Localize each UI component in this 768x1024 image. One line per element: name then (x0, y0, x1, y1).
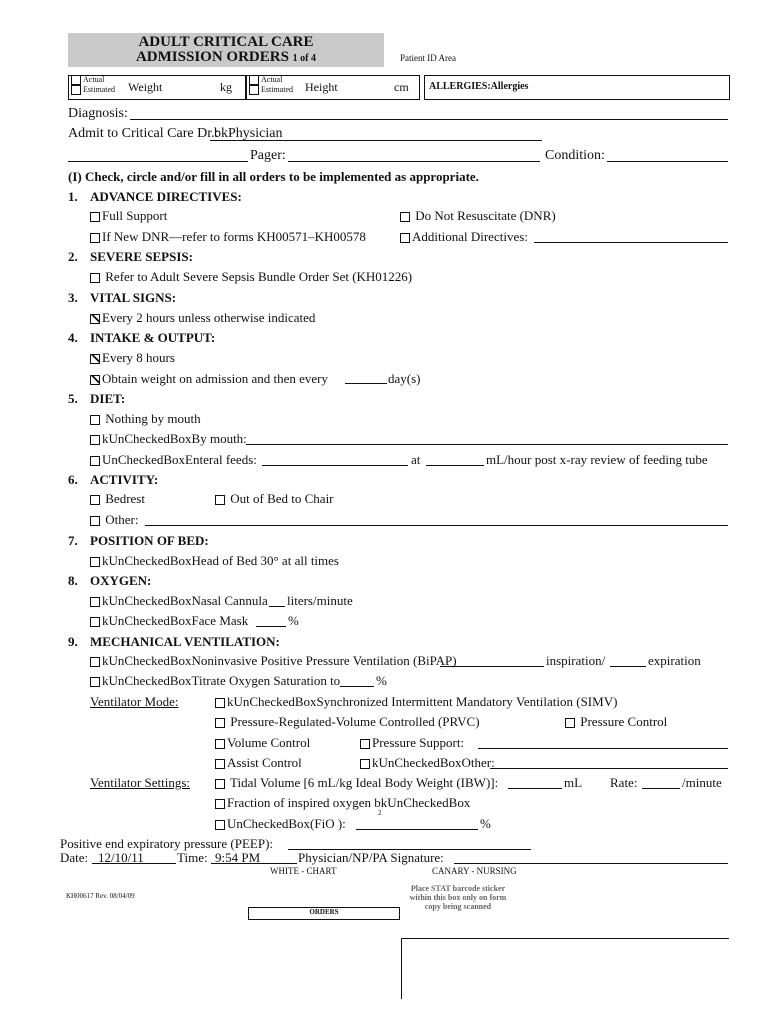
section-number: 2. (68, 249, 78, 264)
option-label: Other: (105, 512, 139, 527)
actual-label: Actual (83, 75, 105, 84)
ventilator-settings-label: Ventilator Settings: (90, 775, 191, 790)
activity-other-option[interactable] (90, 512, 138, 528)
nasal-cannula-option[interactable] (90, 593, 268, 609)
section-title-diet: DIET: (90, 391, 126, 406)
vent-mode-other-field[interactable] (490, 768, 728, 769)
checkbox-icon (400, 233, 410, 243)
checkbox-icon (249, 75, 259, 85)
admit-label: Admit to Critical Care Dr.: (68, 126, 219, 141)
checkbox-icon (90, 273, 100, 283)
admit-blank-field[interactable] (68, 161, 248, 162)
stat-barcode-instruction (400, 884, 516, 911)
by-mouth-field[interactable] (246, 444, 728, 445)
option-label: Every 2 hours unless otherwise indicated (102, 310, 316, 325)
bipap-expiration-field[interactable] (610, 666, 646, 667)
option-label: Volume Control (227, 735, 311, 750)
section-number: 5. (68, 391, 78, 406)
option-label: Refer to Adult Severe Sepsis Bundle Order Set (KH01226) (105, 269, 413, 284)
form-title-line2 (68, 49, 384, 66)
tidal-volume-option[interactable] (215, 775, 498, 791)
section-number: 3. (68, 290, 78, 305)
condition-field[interactable] (607, 161, 728, 162)
option-label: Bedrest (105, 491, 145, 506)
weight-label: Weight (128, 80, 163, 94)
option-label: Do Not Resuscitate (DNR) (415, 208, 556, 223)
checkbox-icon (215, 495, 225, 505)
new-dnr-option[interactable] (90, 229, 366, 245)
nasal-cannula-field[interactable] (269, 606, 285, 607)
lpm-label: liters/minute (287, 593, 353, 608)
ml-hour-label: mL/hour post x-ray review of feeding tube (486, 452, 708, 467)
enteral-feeds-option[interactable] (90, 452, 257, 468)
option-label: kUnCheckedBoxSynchronized Intermittent Mandatory Ventilation (SIMV) (227, 694, 618, 709)
fio2-field[interactable] (356, 829, 478, 830)
pressure-support-option[interactable] (360, 735, 464, 751)
checkbox-icon (90, 495, 100, 505)
days-label: day(s) (388, 371, 421, 386)
form-title-line1: ADULT CRITICAL CARE (138, 34, 314, 50)
weight-unit: kg (220, 80, 232, 94)
form-title-text: ADMISSION ORDERS (135, 49, 289, 65)
vent-mode-other-option[interactable] (360, 755, 495, 771)
option-label: kUnCheckedBoxNasal Cannula (102, 593, 268, 608)
checkbox-icon (215, 698, 225, 708)
checkbox-icon (215, 718, 225, 728)
estimated-label: Estimated (261, 85, 293, 95)
section-number: 4. (68, 330, 78, 345)
stat-line-3: copy being scanned (424, 902, 492, 911)
checkbox-icon (249, 85, 259, 95)
percent-label: % (376, 673, 387, 688)
fio2-box-option[interactable] (215, 816, 346, 832)
checkbox-icon (90, 516, 100, 526)
date-value[interactable]: 12/10/11 (98, 850, 144, 865)
additional-directives-option[interactable] (400, 229, 528, 245)
assist-control-option[interactable] (215, 755, 302, 771)
activity-other-field[interactable] (145, 525, 728, 526)
canary-nursing-label: CANARY - NURSING (432, 866, 517, 876)
admit-physician-value[interactable]: bkPhysician (214, 126, 283, 141)
volume-control-option[interactable] (215, 735, 310, 751)
checkbox-icon (90, 415, 100, 425)
checkbox-icon (400, 212, 410, 222)
section-number: 7. (68, 533, 78, 548)
checkbox-icon (215, 759, 225, 769)
section-number: 8. (68, 573, 78, 588)
section-number: 1. (68, 189, 78, 204)
percent-label: % (480, 816, 491, 831)
allergies-label: ALLERGIES:Allergies (429, 81, 529, 92)
section-title-advance-directives: ADVANCE DIRECTIVES: (90, 189, 242, 204)
face-mask-field[interactable] (256, 626, 286, 627)
page-indicator: 1 of 4 (292, 53, 317, 64)
option-label: Assist Control (227, 755, 302, 770)
rate-label: Rate: (610, 775, 638, 790)
additional-directives-field[interactable] (534, 242, 728, 243)
height-estimated-option[interactable] (249, 85, 293, 95)
option-label: kUnCheckedBoxFace Mask (102, 613, 249, 628)
sepsis-bundle-option[interactable] (90, 269, 412, 285)
prvc-option[interactable] (215, 714, 480, 730)
checkbox-icon (215, 739, 225, 749)
option-label: Nothing by mouth (105, 411, 201, 426)
date-field (92, 863, 176, 864)
section-title-position-of-bed: POSITION OF BED: (90, 533, 209, 548)
dnr-option[interactable] (400, 208, 556, 224)
option-label: Out of Bed to Chair (230, 491, 334, 506)
height-label: Height (305, 80, 338, 94)
percent-label: % (288, 613, 299, 628)
section-title-oxygen: OXYGEN: (90, 573, 152, 588)
barcode-sticker-area[interactable] (401, 938, 729, 999)
section-title-mechanical-ventilation: MECHANICAL VENTILATION: (90, 634, 280, 649)
out-of-bed-option[interactable] (215, 491, 334, 507)
checkbox-icon (90, 456, 100, 466)
titrate-oxygen-option[interactable] (90, 673, 340, 689)
weight-estimated-option[interactable] (71, 85, 115, 95)
expiration-label: expiration (648, 653, 701, 668)
checkbox-icon (90, 657, 100, 667)
checkbox-icon (90, 212, 100, 222)
option-label: kUnCheckedBoxTitrate Oxygen Saturation to (102, 673, 341, 688)
section-title-intake-output: INTAKE & OUTPUT: (90, 330, 216, 345)
inspiration-label: inspiration/ (546, 653, 606, 668)
diagnosis-label: Diagnosis: (68, 106, 128, 121)
by-mouth-option[interactable] (90, 431, 247, 447)
io-every-8-option[interactable] (90, 350, 175, 366)
pager-field[interactable] (288, 161, 540, 162)
pressure-control-option[interactable] (565, 714, 667, 730)
option-label: UnCheckedBoxEnteral feeds: (102, 452, 257, 467)
per-minute-label: /minute (682, 775, 722, 790)
section-title-vital-signs: VITAL SIGNS: (90, 290, 177, 305)
at-label: at (411, 452, 421, 467)
simv-option[interactable] (215, 694, 617, 710)
pressure-support-field[interactable] (478, 748, 728, 749)
titrate-oxygen-field[interactable] (340, 686, 374, 687)
section-number: 9. (68, 634, 78, 649)
enteral-feeds-field[interactable] (262, 465, 408, 466)
rate-field[interactable] (642, 788, 680, 789)
section-title-activity: ACTIVITY: (90, 472, 159, 487)
bipap-inspiration-field[interactable] (440, 666, 544, 667)
checkbox-icon (360, 759, 370, 769)
checkbox-icon (90, 233, 100, 243)
face-mask-option[interactable] (90, 613, 248, 629)
time-field (211, 863, 297, 864)
weight-days-field[interactable] (345, 383, 387, 384)
signature-field[interactable] (454, 863, 728, 864)
weight-actual-estimated (71, 75, 115, 95)
option-label: kUnCheckedBoxHead of Bed 30° at all times (102, 553, 339, 568)
checkbox-icon (71, 85, 81, 95)
checkbox-icon (215, 799, 225, 809)
weight-actual-option[interactable] (71, 75, 115, 85)
option-label: If New DNR—refer to forms KH00571–KH00578 (102, 229, 366, 244)
weight-admission-option[interactable] (90, 371, 328, 387)
option-label: Tidal Volume [6 mL/kg Ideal Body Weight (IBW)]: (230, 775, 499, 790)
option-label: UnCheckedBox(FiO ): (227, 816, 346, 831)
actual-label: Actual (261, 75, 283, 84)
checked-checkbox-icon (90, 314, 100, 324)
checkbox-icon (215, 820, 225, 830)
option-label: Obtain weight on admission and then every (102, 371, 329, 386)
option-label: kUnCheckedBoxOther: (372, 755, 495, 770)
bedrest-option[interactable] (90, 491, 145, 507)
option-label: Every 8 hours (102, 350, 175, 365)
option-label: Pressure Support: (372, 735, 465, 750)
option-label: Fraction of inspired oxygen bkUnCheckedBox (227, 795, 471, 810)
time-label: Time: (177, 850, 208, 865)
estimated-label: Estimated (83, 85, 115, 95)
option-label: Full Support (102, 208, 168, 223)
checkbox-icon (215, 779, 225, 789)
condition-label: Condition: (545, 148, 605, 163)
option-label: kUnCheckedBoxNoninvasive Positive Pressure Ventilation (BiPAP) (102, 653, 457, 668)
vitals-every-2-option[interactable] (90, 310, 315, 326)
option-label: Additional Directives: (412, 229, 528, 244)
fio2-subscript: 2 (378, 809, 382, 817)
tidal-volume-field[interactable] (508, 788, 562, 789)
option-label: kUnCheckedBoxBy mouth: (102, 431, 247, 446)
checked-checkbox-icon (90, 375, 100, 385)
date-label: Date: (60, 850, 89, 865)
signature-label: Physician/NP/PA Signature: (298, 850, 444, 865)
option-label: Pressure-Regulated-Volume Controlled (PRVC) (230, 714, 480, 729)
checkbox-icon (90, 557, 100, 567)
nothing-by-mouth-option[interactable] (90, 411, 201, 427)
stat-line-1: Place STAT barcode sticker (410, 884, 506, 893)
checkbox-icon (360, 739, 370, 749)
orders-label: ORDERS (309, 908, 339, 916)
form-code: KH00617 Rev. 08/04/09 (66, 892, 135, 900)
full-support-option[interactable] (90, 208, 167, 224)
section-number: 6. (68, 472, 78, 487)
ventilator-mode-label: Ventilator Mode: (90, 694, 179, 709)
height-unit: cm (394, 80, 409, 94)
head-of-bed-option[interactable] (90, 553, 339, 569)
fio2-option[interactable] (215, 795, 470, 811)
checkbox-icon (90, 435, 100, 445)
bipap-option[interactable] (90, 653, 457, 669)
option-label: Pressure Control (580, 714, 668, 729)
pager-label: Pager: (250, 148, 286, 163)
height-actual-option[interactable] (249, 75, 293, 85)
height-actual-estimated (249, 75, 293, 95)
checkbox-icon (565, 718, 575, 728)
time-value[interactable]: 9:54 PM (215, 850, 261, 865)
checkbox-icon (90, 677, 100, 687)
checkbox-icon (90, 597, 100, 607)
checkbox-icon (71, 75, 81, 85)
stat-line-2: within this box only on form (409, 893, 507, 902)
admit-physician-field (210, 140, 542, 141)
peep-label: Positive end expiratory pressure (PEEP): (60, 836, 274, 851)
white-chart-label: WHITE - CHART (270, 866, 337, 876)
instruction-text: (I) Check, circle and/or fill in all orders to be implemented as appropriate. (68, 169, 479, 184)
patient-id-area: Patient ID Area (400, 53, 456, 63)
ml-label: mL (564, 775, 583, 790)
checkbox-icon (90, 617, 100, 627)
section-title-severe-sepsis: SEVERE SEPSIS: (90, 249, 193, 264)
diagnosis-field[interactable] (130, 119, 728, 120)
checked-checkbox-icon (90, 354, 100, 364)
enteral-rate-field[interactable] (426, 465, 484, 466)
